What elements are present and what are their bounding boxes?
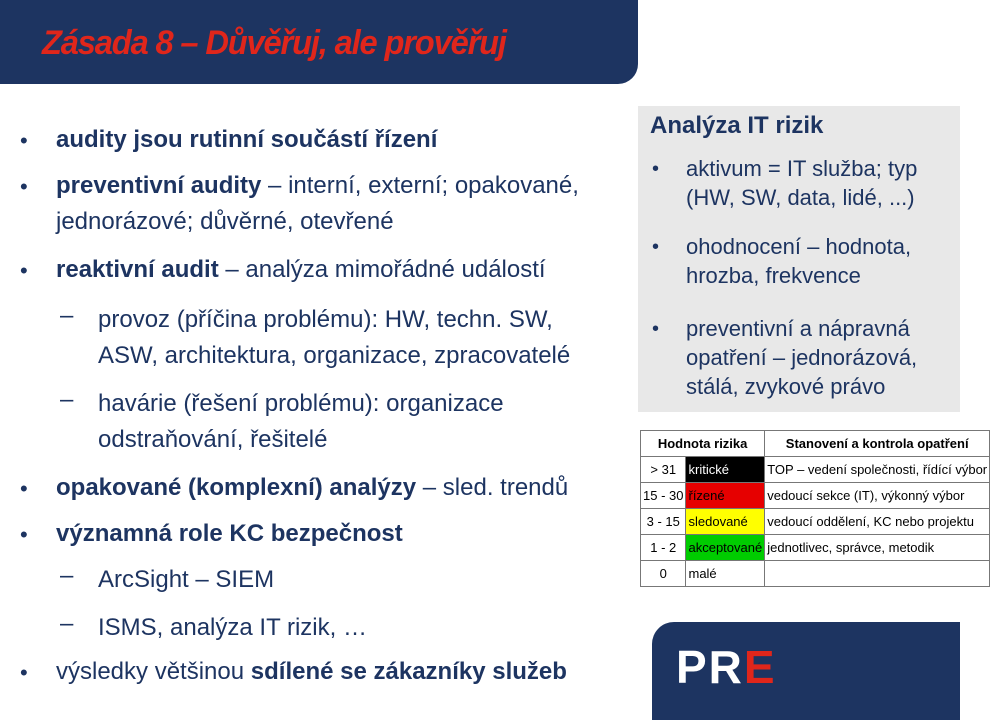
sub-provoz-1: provoz (příčina problému): HW, techn. SW,: [98, 306, 553, 333]
table-row: [641, 457, 990, 483]
table-row: [641, 561, 990, 587]
bullet-results: výsledky většinou sdílené se zákazníky služeb: [56, 658, 567, 685]
risk-item-eval-1: ohodnocení – hodnota,: [686, 234, 912, 259]
risk-item-asset-1: aktivum = IT služba; typ: [686, 156, 918, 181]
sub-isms: ISMS, analýza IT rizik, …: [98, 614, 367, 641]
risk-value: 15 - 30: [641, 483, 686, 509]
pre-logo: PRE: [676, 641, 777, 693]
risk-item-measures-3: stálá, zvykové právo: [686, 374, 886, 399]
table-row: [641, 535, 990, 561]
bullet-audits: audity jsou rutinní součástí řízení: [56, 126, 438, 153]
risk-value: 3 - 15: [641, 509, 686, 535]
dash-icon: –: [60, 302, 74, 329]
risk-value: > 31: [641, 457, 686, 483]
risk-item-measures-1: preventivní a nápravná: [686, 316, 910, 341]
bullet-preventive-cont: jednorázové; důvěrné, otevřené: [56, 208, 394, 235]
risk-value: 1 - 2: [641, 535, 686, 561]
header-risk-value: Hodnota rizika: [641, 431, 765, 457]
risk-action: jednotlivec, správce, metodik: [765, 535, 990, 561]
bullet-reactive: reaktivní audit – analýza mimořádné událostí: [56, 256, 546, 283]
table-row: [641, 509, 990, 535]
risk-value: 0: [641, 561, 686, 587]
bullet-icon: •: [652, 318, 660, 340]
risk-action: TOP – vedení společnosti, řídící výbor: [765, 457, 990, 483]
bullet-icon: •: [20, 128, 28, 153]
sub-havarie-1: havárie (řešení problému): organizace: [98, 390, 504, 417]
risk-level: řízené: [686, 483, 765, 509]
dash-icon: –: [60, 562, 74, 589]
bullet-icon: •: [652, 158, 660, 180]
dash-icon: –: [60, 386, 74, 413]
risk-action: vedoucí oddělení, KC nebo projektu: [765, 509, 990, 535]
bullet-icon: •: [20, 522, 28, 547]
sub-arcsight: ArcSight – SIEM: [98, 566, 275, 593]
table-row: [641, 483, 990, 509]
risk-table: [640, 430, 990, 587]
dash-icon: –: [60, 610, 74, 637]
bullet-icon: •: [20, 174, 28, 199]
risk-level: sledované: [686, 509, 765, 535]
bullet-analyses: opakované (komplexní) analýzy – sled. trendů: [56, 474, 569, 501]
risk-item-eval-2: hrozba, frekvence: [686, 263, 861, 288]
risk-item-asset-2: (HW, SW, data, lidé, ...): [686, 185, 915, 210]
header-measures: Stanovení a kontrola opatření: [765, 431, 990, 457]
risk-level: kritické: [686, 457, 765, 483]
risk-level: malé: [686, 561, 765, 587]
table-header: [641, 431, 990, 457]
risk-action: [765, 561, 990, 587]
risk-panel-title: Analýza IT rizik: [650, 112, 824, 139]
slide-title: Zásada 8 – Důvěřuj, ale prověřuj: [42, 24, 506, 62]
bullet-icon: •: [20, 476, 28, 501]
risk-level: akceptované: [686, 535, 765, 561]
risk-item-measures-2: opatření – jednorázová,: [686, 345, 918, 370]
bullet-icon: •: [652, 236, 660, 258]
bullet-preventive: preventivní audity – interní, externí; opakované,: [56, 172, 579, 199]
risk-action: vedoucí sekce (IT), výkonný výbor: [765, 483, 990, 509]
sub-provoz-2: ASW, architektura, organizace, zpracovatelé: [98, 342, 571, 369]
sub-havarie-2: odstraňování, řešitelé: [98, 426, 328, 453]
bullet-icon: •: [20, 660, 28, 685]
bullet-icon: •: [20, 258, 28, 283]
bullet-kc: významná role KC bezpečnost: [56, 520, 403, 547]
